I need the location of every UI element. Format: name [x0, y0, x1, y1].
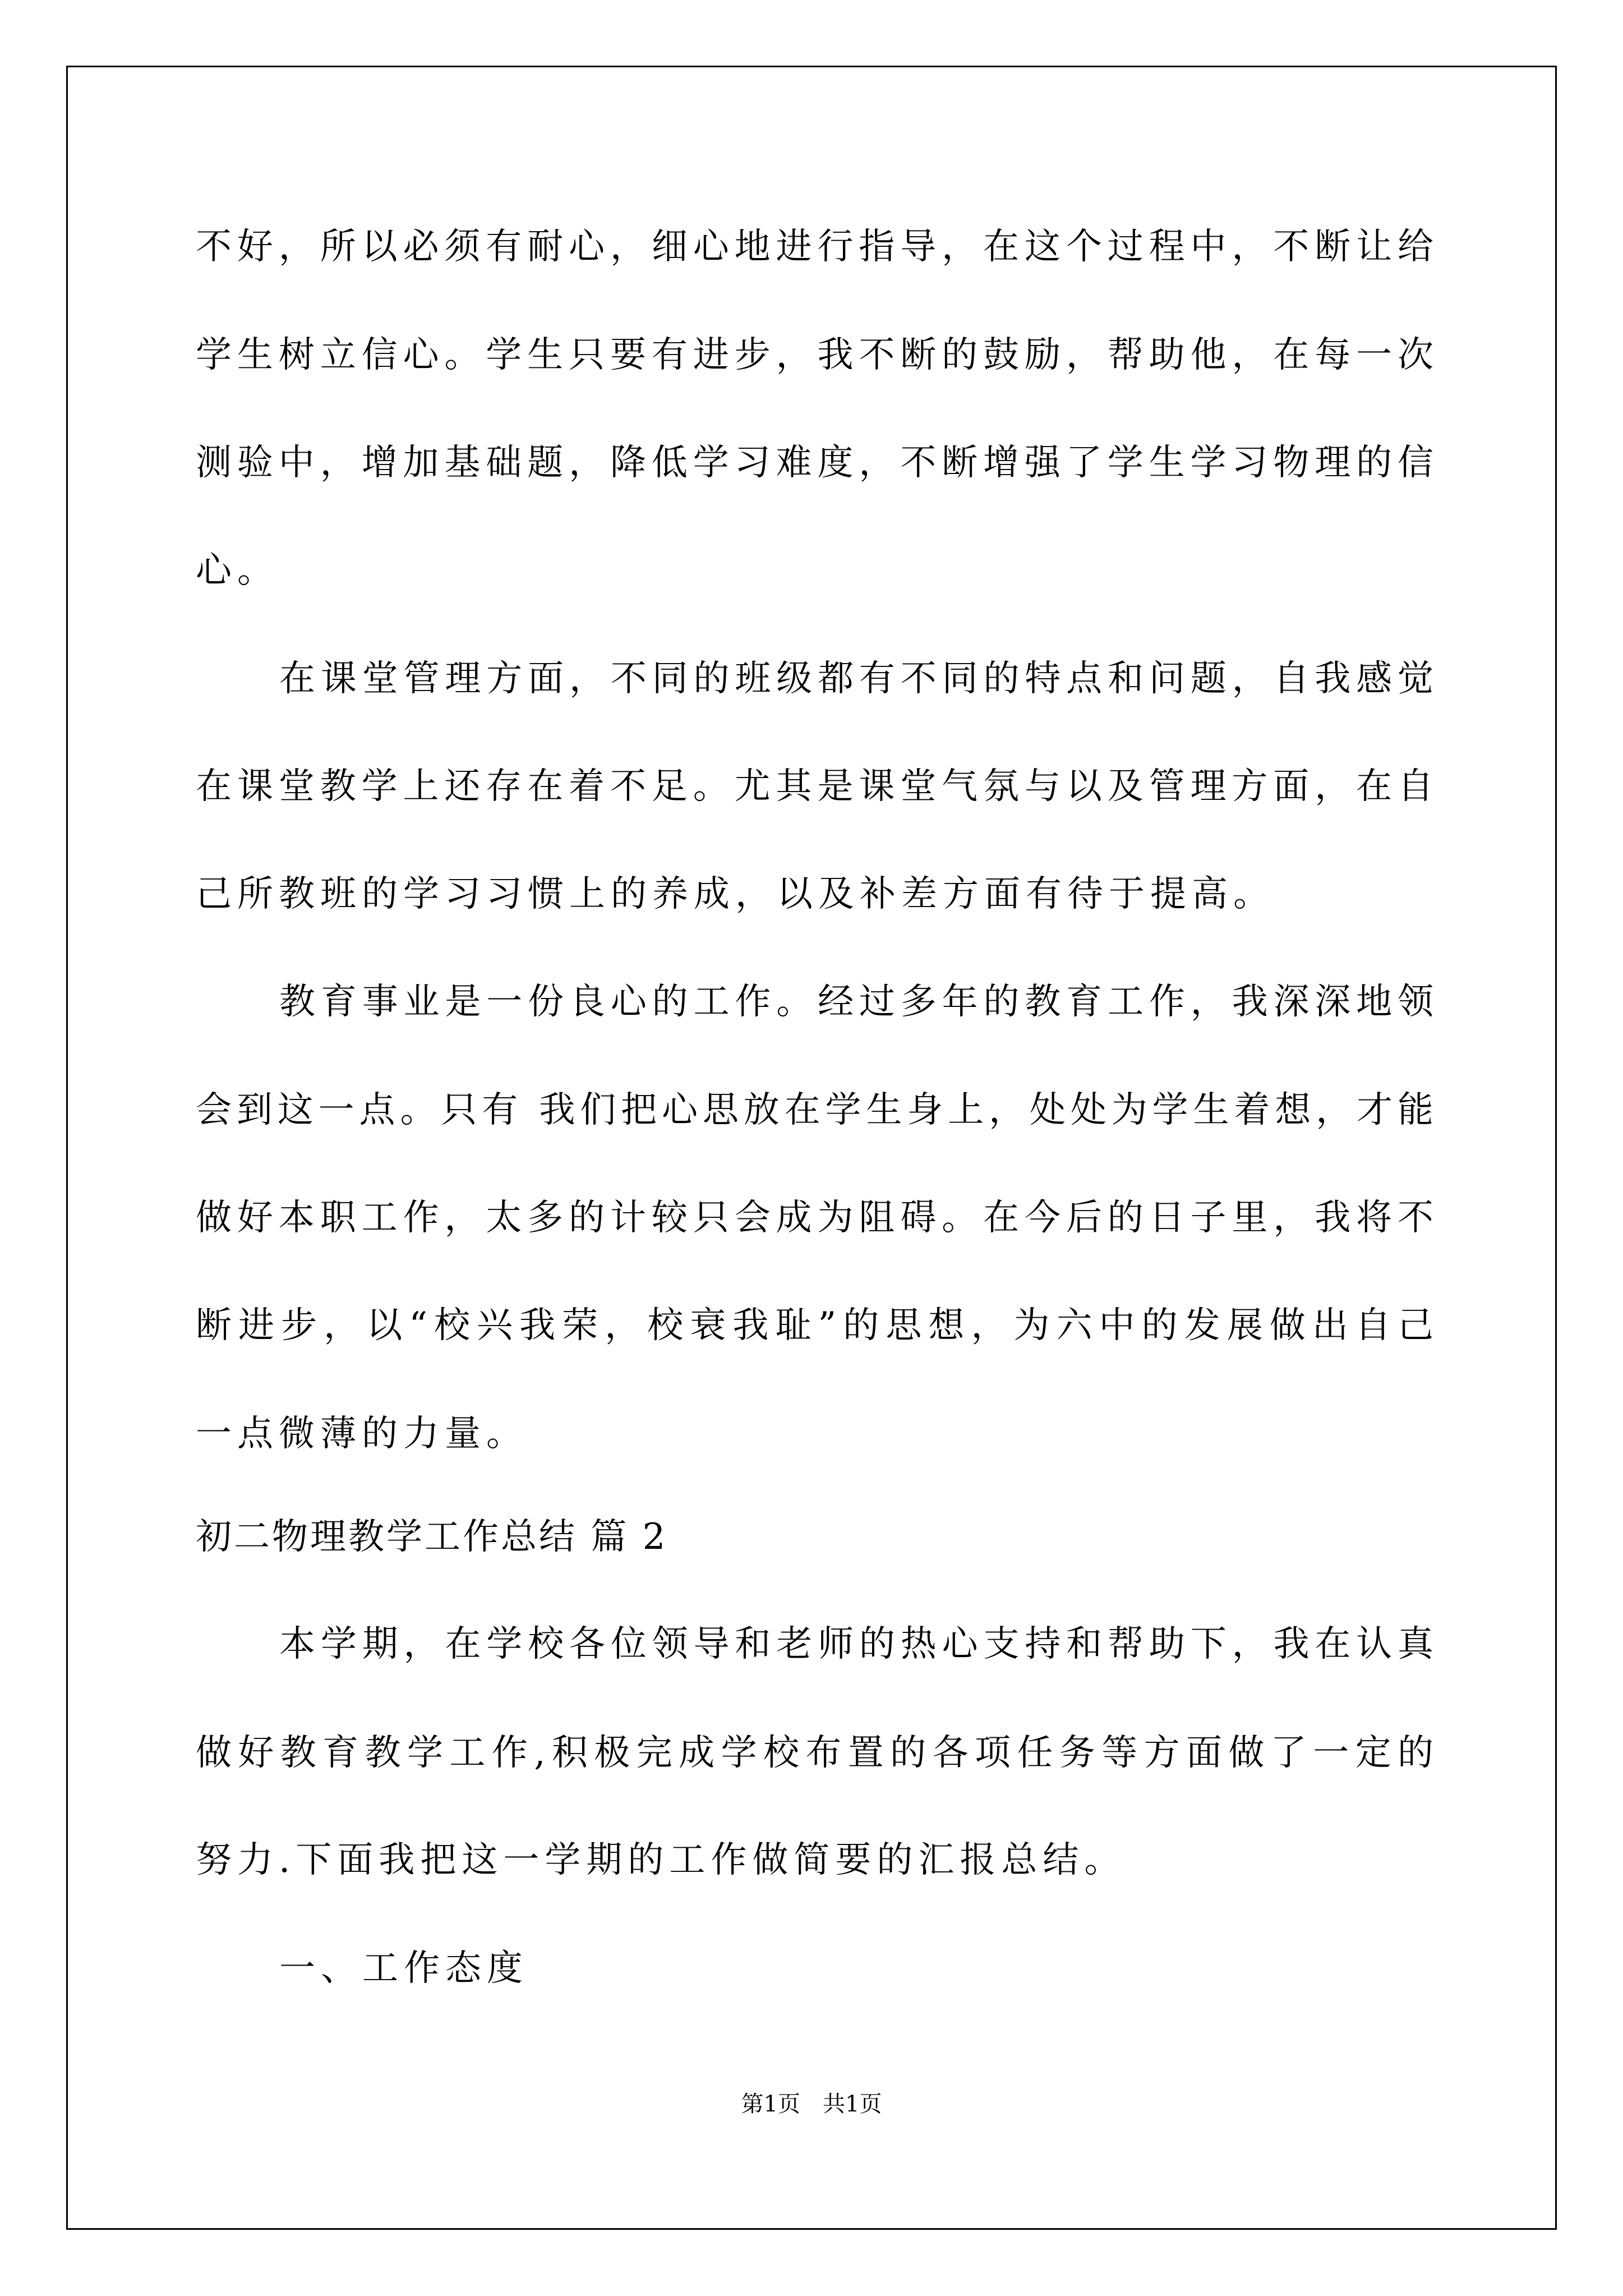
text-line: 测验中，增加基础题，降低学习难度，不断增强了学生学习物理的信 — [196, 442, 1433, 484]
page-border — [66, 66, 1557, 2230]
text-line: 一点微薄的力量。 — [196, 1413, 528, 1455]
subsection-heading: 一、工作态度 — [279, 1948, 528, 1989]
text-line: 努力.下面我把这一学期的工作做简要的汇报总结。 — [196, 1839, 1126, 1881]
text-line: 己所教班的学习习惯上的养成，以及补差方面有待于提高。 — [196, 873, 1275, 915]
text-line: 教育事业是一份良心的工作。经过多年的教育工作，我深深地领 — [279, 981, 1433, 1023]
text-line: 在课堂管理方面，不同的班级都有不同的特点和问题，自我感觉 — [279, 658, 1433, 700]
section-heading: 初二物理教学工作总结 篇 2 — [196, 1516, 668, 1558]
text-line: 本学期，在学校各位领导和老师的热心支持和帮助下，我在认真 — [279, 1623, 1433, 1665]
text-line: 学生树立信心。学生只要有进步，我不断的鼓励，帮助他，在每一次 — [196, 334, 1433, 376]
text-line: 做好教育教学工作,积极完成学校布置的各项任务等方面做了一定的 — [196, 1732, 1433, 1774]
text-line: 心。 — [196, 550, 279, 591]
page-footer: 第1页 共1页 — [741, 2091, 882, 2117]
text-line: 会到这一点。只有 我们把心思放在学生身上，处处为学生着想，才能 — [196, 1089, 1433, 1131]
text-line: 断进步，以“校兴我荣，校衰我耻”的思想，为六中的发展做出自己 — [196, 1305, 1433, 1346]
text-line: 做好本职工作，太多的计较只会成为阻碍。在今后的日子里，我将不 — [196, 1197, 1433, 1239]
text-line: 不好，所以必须有耐心，细心地进行指导，在这个过程中，不断让给 — [196, 226, 1433, 268]
text-line: 在课堂教学上还存在着不足。尤其是课堂气氛与以及管理方面，在自 — [196, 766, 1433, 807]
